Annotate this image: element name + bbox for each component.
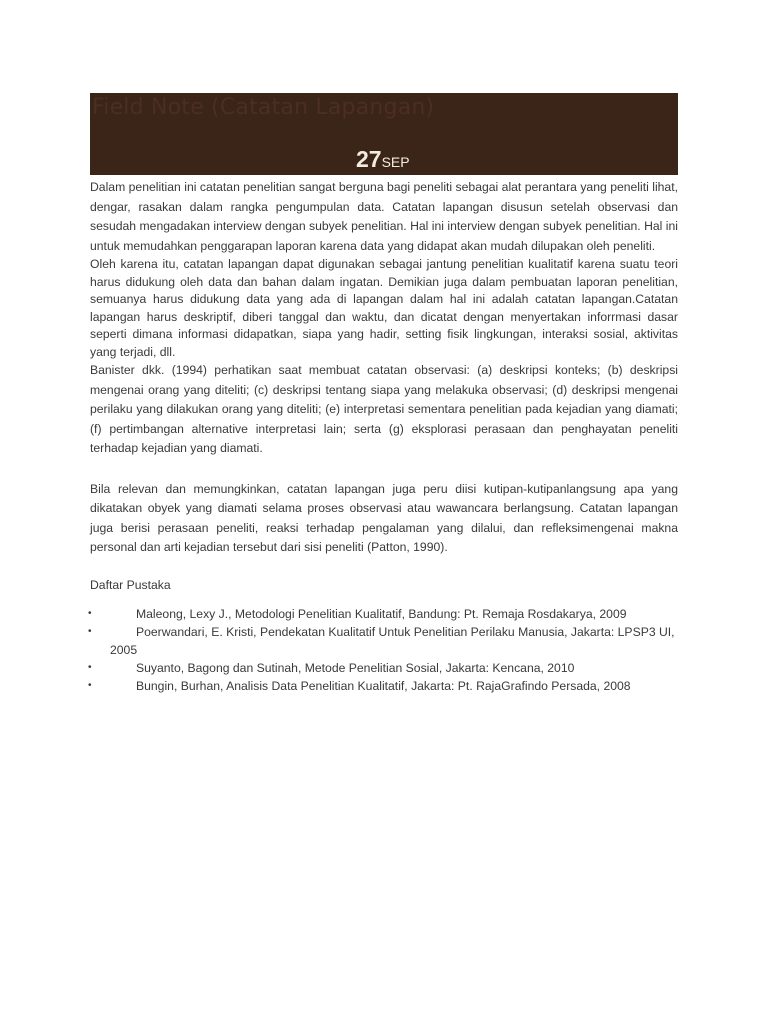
bibliography-text: Maleong, Lexy J., Metodologi Penelitian Kualitatif, Bandung: Pt. Remaja Rosdakarya, 2009 (136, 607, 627, 621)
post-body (90, 178, 678, 695)
bullet-icon: • (88, 608, 92, 619)
bibliography-list (90, 605, 678, 695)
paragraph-spacer (90, 558, 678, 576)
bullet-icon: • (88, 662, 92, 673)
paragraph-field-notes: Oleh karena itu, catatan lapangan dapat digunakan sebagai jantung penelitian kualitatif karena suatu teori harus didukung oleh data dan bahan dalam ingatan. Demikian juga dalam pembuatan laporan penelitian, semuanya harus didukung data yang ada di lapangan dalam hal ini adalah catatan lapangan.Catatan lapangan harus deskriptif, diberi tanggal dan waktu, dan dicatat dengan menyertakan inforrmasi dasar seperti dimana informasi didapatkan, siapa yang hadir, setting fisik lingkungan, interaksi sosial, aktivitas yang terjadi, dll. (90, 257, 678, 359)
bullet-icon: • (88, 680, 92, 691)
post-title: Field Note (Catatan Lapangan) (92, 95, 435, 120)
post-header (90, 93, 678, 175)
bibliography-text: Poerwandari, E. Kristi, Pendekatan Kualitatif Untuk Penelitian Perilaku Manusia, Jakarta: LPSP3 UI, 2005 (110, 625, 675, 657)
paragraph-patton: Bila relevan dan memungkinkan, catatan lapangan juga peru diisi kutipan-kutipanlangsung apa yang dikatakan obyek yang diamati selama proses observasi atau wawancara berlangsung. Catatan lapangan juga berisi perasaan peneliti, reaksi terhadap pengalaman yang dilalui, dan refleksimengenai makna personal dan arti kejadian tersebut dari sisi peneliti (Patton, 1990). (90, 481, 678, 554)
bullet-icon: • (88, 626, 92, 637)
paragraph-spacer (90, 459, 678, 480)
bibliography-text: Bungin, Burhan, Analisis Data Penelitian Kualitatif, Jakarta: Pt. RajaGrafindo Persada, 2008 (136, 679, 631, 693)
bibliography-item (90, 659, 678, 677)
bibliography-item (90, 623, 678, 659)
date-month: SEP (381, 154, 410, 170)
bibliography-text: Suyanto, Bagong dan Sutinah, Metode Penelitian Sosial, Jakarta: Kencana, 2010 (136, 661, 575, 675)
paragraph-banister: Banister dkk. (1994) perhatikan saat membuat catatan observasi: (a) deskripsi konteks; (b) deskripsi mengenai orang yang diteliti; (c) deskripsi tentang siapa yang melakuka observasi; (d) deskripsi mengenai perilaku yang dilakukan orang yang diteliti; (e) interpretasi sementara penelitian pada kejadian yang diamati;(f) pertimbangan alternative interpretasi lain; serta (g) eksplorasi perasaan dan penghayatan peneliti terhadap kejadian yang diamati. (90, 363, 678, 455)
paragraph-intro: Dalam penelitian ini catatan penelitian sangat berguna bagi peneliti sebagai alat perantara yang peneliti lihat, dengar, rasakan dalam rangka pengumpulan data. Catatan lapangan disusun setelah observasi dan sesudah mengadakan interview dengan subyek penelitian. Hal ini interview dengan subyek penelitian. Hal ini untuk memudahkan penggarapan laporan karena data yang didapat akan mudah dilupakan oleh peneliti. (90, 180, 678, 253)
date-day: 27 (356, 146, 382, 172)
bibliography-item (90, 677, 678, 695)
post-date (356, 146, 410, 173)
bibliography-item (90, 605, 678, 623)
bibliography-heading: Daftar Pustaka (90, 577, 171, 592)
